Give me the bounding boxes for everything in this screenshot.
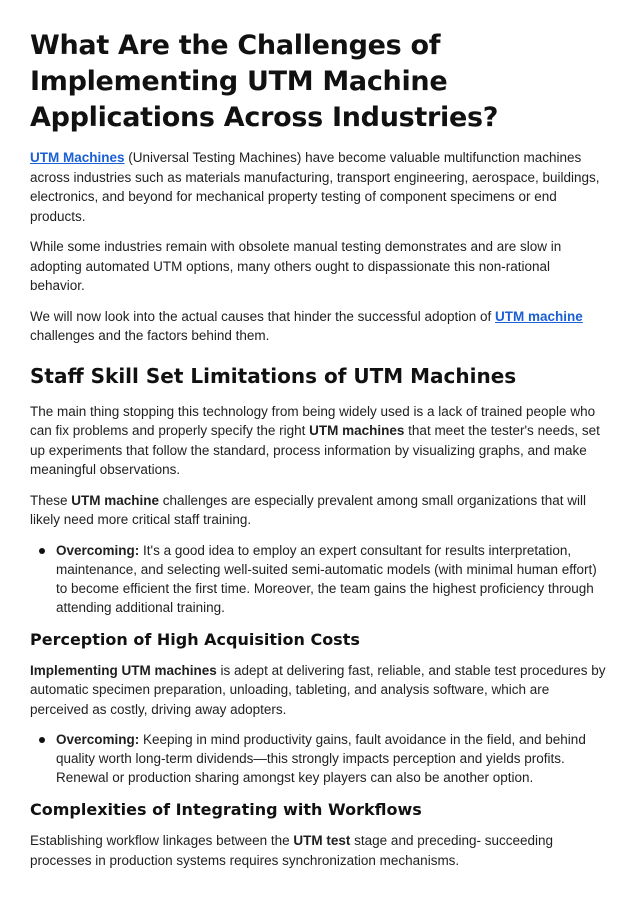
section1-paragraph-1 [30,402,608,480]
intro-paragraph-3-text-a: We will now look into the actual causes that hinder the successful adoption of [30,308,496,324]
section1-bullet-list [30,541,608,617]
overcoming-label: Overcoming: [56,732,140,747]
list-item [54,730,608,787]
section2-p1-text: is adept at delivering fast, reliable, and stable test procedures by automatic specimen preparation, unloading, tableting, and analysis software, which are perceived as costly, driving away adopters. [30,662,606,717]
overcoming-text: It's a good idea to employ an expert consultant for results interpretation, maintenance, and selecting well-suited semi-automatic models (with minimal human effort) to become efficient the first time. Moreover, the team gains the highest proficiency through attending additional training. [56,542,597,615]
section-heading-staff-skill: Staff Skill Set Limitations of UTM Machines [30,363,517,388]
section1-p2-text-b: challenges are especially prevalent among small organizations that will likely need more critical staff training. [30,492,587,527]
intro-paragraph-2: While some industries remain with obsolete manual testing demonstrates and are slow in adopting automated UTM options, many others ought to dispassionate this non-rational behavior. [30,239,562,293]
page-title: What Are the Challenges of Implementing UTM Machine Applications Across Industries? [30,30,499,133]
section1-p1-bold: UTM machines [309,423,405,438]
section1-paragraph-2 [30,491,608,530]
intro-paragraph-3-text-b: challenges and the factors behind them. [30,328,270,343]
utm-machines-link[interactable]: UTM Machines [30,150,125,165]
section2-paragraph-1 [30,661,608,720]
section1-p2-text-a: These [30,492,72,508]
section3-p1-bold: UTM test [293,833,351,848]
overcoming-text: Keeping in mind productivity gains, fault avoidance in the field, and behind quality worth long-term dividends—this strongly impacts perception and yields profits. Renewal or production sharing amongst key players can also be another option. [56,732,586,785]
section-heading-workflows: Complexities of Integrating with Workflows [30,800,422,819]
list-item [54,541,608,617]
section1-p2-bold: UTM machine [71,492,160,508]
intro-paragraph-3 [30,307,608,346]
intro-paragraph-1 [30,148,608,226]
section3-paragraph-1 [30,831,608,870]
section1-p1-text-b: that meet the tester's needs, set up experiments that follow the standard, process information by visualizing graphs, and make meaningful observations. [30,423,600,477]
bullet-icon [39,548,45,554]
bullet-icon [39,737,45,743]
section3-p1-text-b: stage and preceding- succeeding processes in production systems requires synchronization mechanisms. [30,833,554,868]
overcoming-label: Overcoming: [56,542,140,558]
section2-p1-bold: Implementing UTM machines [30,662,217,678]
utm-machine-link[interactable]: UTM machine [495,308,583,324]
section3-p1-text-a: Establishing workflow linkages between the [30,833,294,848]
section-heading-acquisition-costs: Perception of High Acquisition Costs [30,629,360,649]
section1-p1-text-a: The main thing stopping this technology from being widely used is a lack of trained people who can fix problems and properly specify the right [30,403,596,438]
intro-paragraph-1-text: (Universal Testing Machines) have become valuable multifunction machines across industries such as materials manufacturing, transport engineering, aerospace, buildings, electronics, and beyond for mechanical property testing of component specimens or end products. [30,150,600,224]
section2-bullet-list [30,730,608,787]
